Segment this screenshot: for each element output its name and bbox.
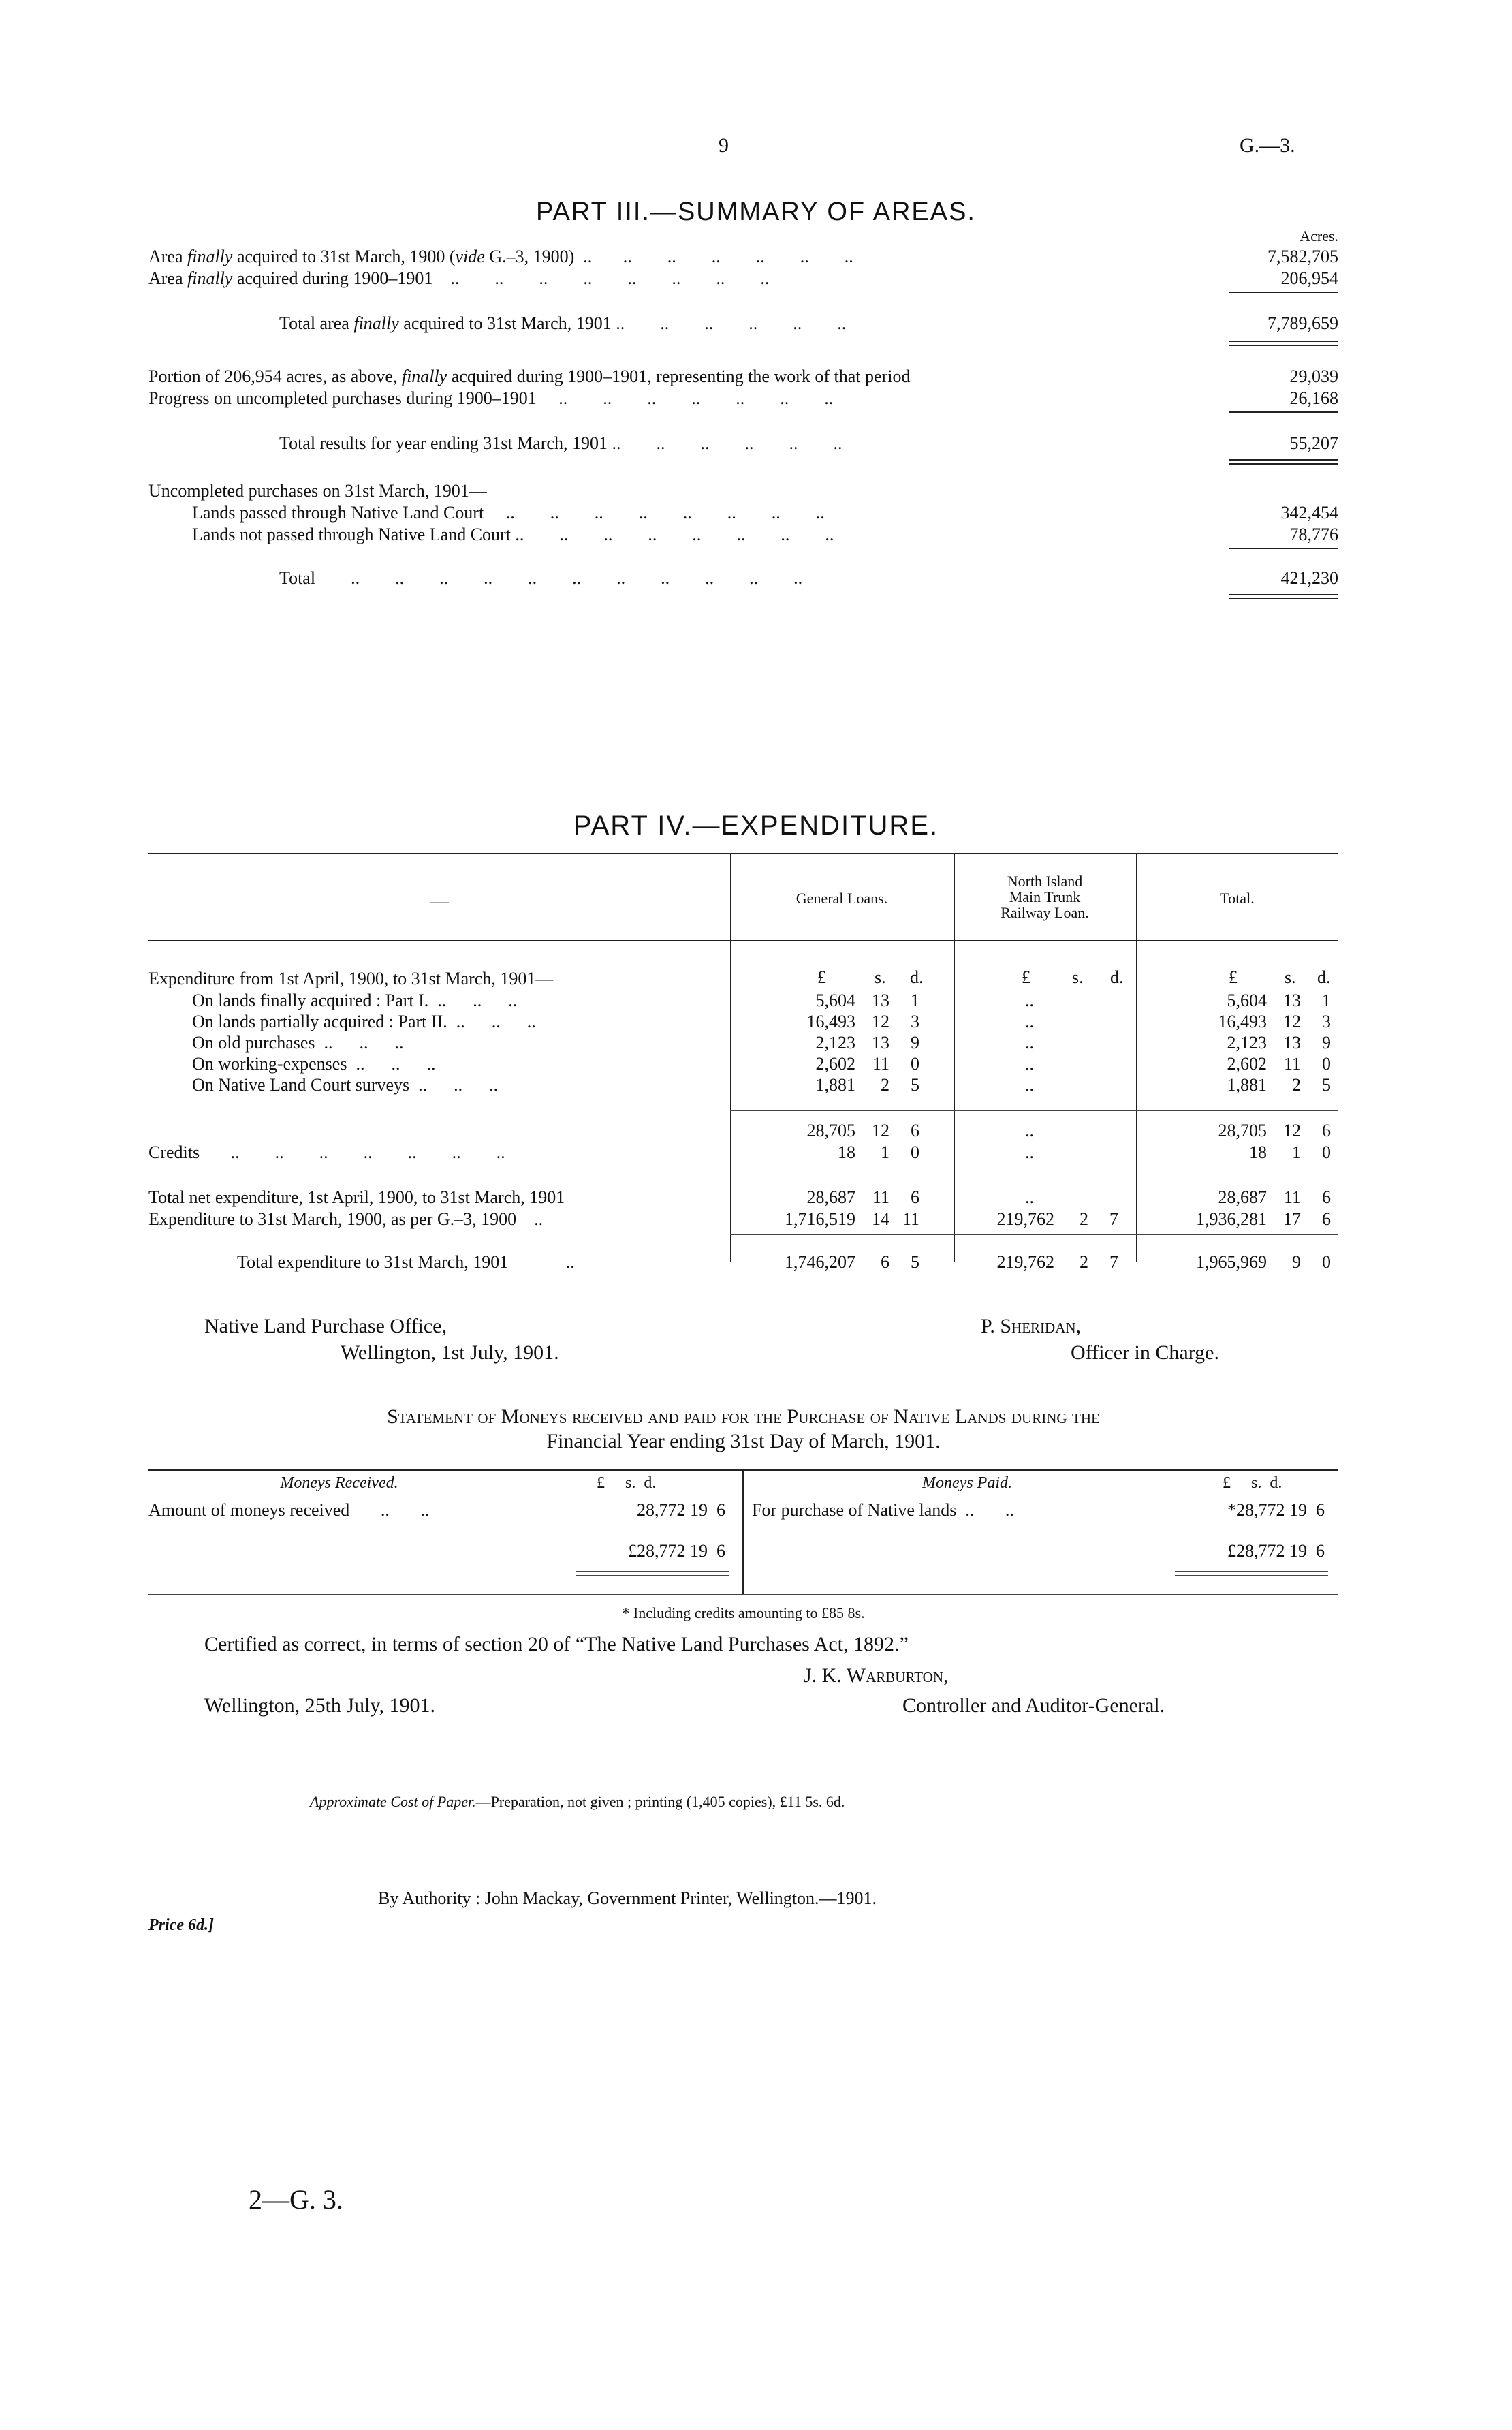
purchase-native-lands-label: For purchase of Native lands .. .. xyxy=(752,1500,1014,1520)
expenditure-row-label: On old purchases .. .. .. xyxy=(192,1033,404,1053)
row0-nimt-blank: .. xyxy=(1025,991,1034,1010)
tot-pence-head: d. xyxy=(1317,967,1331,987)
total-area-label: Total area finally acquired to 31st March, 1901 .. .. .. .. .. .. xyxy=(279,313,847,333)
net-general-pounds: 28,687 xyxy=(806,1187,855,1207)
prior-general-shillings: 14 xyxy=(872,1209,889,1229)
expenditure-row-label: On lands finally acquired : Part I. .. .. .. xyxy=(192,991,518,1010)
subtotal-general-shillings: 12 xyxy=(872,1121,889,1140)
total-results-value: 55,207 xyxy=(1289,433,1338,453)
table-rule xyxy=(954,1110,1136,1111)
grand-total-label: Total expenditure to 31st March, 1901 .. xyxy=(237,1252,575,1272)
paid-lsd-head: £ s. d. xyxy=(1223,1474,1282,1492)
net-general-shillings: 11 xyxy=(872,1187,889,1207)
prior-total-shillings: 17 xyxy=(1283,1209,1301,1229)
row0-total-shillings: 13 xyxy=(1283,991,1301,1010)
row2-general-pence: 9 xyxy=(911,1033,919,1053)
tot-shilling-head: s. xyxy=(1285,967,1296,987)
col-total-header: Total. xyxy=(1220,890,1255,907)
row4-total-pence: 5 xyxy=(1322,1075,1331,1095)
expenditure-row-label: On working-expenses .. .. .. xyxy=(192,1054,436,1074)
received-lsd-head: £ s. d. xyxy=(597,1474,657,1492)
prior-nimt-pounds: 219,762 xyxy=(996,1209,1054,1229)
row3-general-pence: 0 xyxy=(911,1054,919,1074)
lands-passed-value: 342,454 xyxy=(1280,503,1338,523)
gen-pound-head: £ xyxy=(817,967,826,987)
moneys-paid-head: Moneys Paid. xyxy=(922,1474,1012,1492)
row0-general-pounds: 5,604 xyxy=(815,991,855,1010)
row4-general-shillings: 2 xyxy=(881,1075,889,1095)
auditor-name: J. K. Warburton, xyxy=(804,1664,949,1687)
row3-general-pounds: 2,602 xyxy=(815,1054,855,1074)
portion-acquired-label: Portion of 206,954 acres, as above, finally acquired during 1900–1901, representing the work of that period xyxy=(148,367,911,386)
area-acquired-1901-value: 206,954 xyxy=(1280,268,1338,288)
auditor-title: Controller and Auditor-General. xyxy=(902,1694,1165,1717)
part3-title: PART III.—SUMMARY OF AREAS. xyxy=(536,198,976,226)
credits-total-pounds: 18 xyxy=(1249,1142,1267,1162)
prior-total-pounds: 1,936,281 xyxy=(1196,1209,1267,1229)
grand-total-pence: 0 xyxy=(1322,1252,1331,1272)
gen-shilling-head: s. xyxy=(875,967,886,987)
tot-pound-head: £ xyxy=(1229,967,1238,987)
total-results-label: Total results for year ending 31st March, 1901 .. .. .. .. .. .. xyxy=(279,433,842,453)
statement-title-2: Financial Year ending 31st Day of March, 1901. xyxy=(546,1430,941,1452)
expenditure-row-label: On lands partially acquired : Part II. .. .. .. xyxy=(192,1012,536,1031)
document-reference: G.—3. xyxy=(1240,134,1295,157)
subtotal-total-pounds: 28,705 xyxy=(1218,1121,1267,1140)
col-nimt-header-1: North Island xyxy=(1007,873,1083,890)
credits-total-shillings: 1 xyxy=(1292,1142,1301,1162)
prior-general-pence: 11 xyxy=(902,1209,919,1229)
lands-not-passed-value: 78,776 xyxy=(1289,525,1338,544)
row4-total-pounds: 1,881 xyxy=(1227,1075,1267,1095)
paid-total: £28,772 19 6 xyxy=(1227,1541,1325,1561)
subtotal-total-pence: 6 xyxy=(1322,1121,1331,1140)
net-total-shillings: 11 xyxy=(1283,1187,1301,1207)
row4-general-pounds: 1,881 xyxy=(815,1075,855,1095)
grand-general-shillings: 6 xyxy=(881,1252,889,1272)
page-number: 9 xyxy=(719,134,729,157)
grand-total-pounds: 1,965,969 xyxy=(1196,1252,1267,1272)
grand-nimt-pounds: 219,762 xyxy=(996,1252,1054,1272)
grand-nimt-pence: 7 xyxy=(1109,1252,1118,1272)
grand-nimt-shillings: 2 xyxy=(1080,1252,1088,1272)
subtotal-general-pounds: 28,705 xyxy=(806,1121,855,1140)
net-total-pence: 6 xyxy=(1322,1187,1331,1207)
footnote-credits: * Including credits amounting to £85 8s. xyxy=(622,1604,865,1621)
credits-label: Credits .. .. .. .. .. .. .. xyxy=(148,1142,505,1162)
cost-of-paper: Approximate Cost of Paper.—Preparation, not given ; printing (1,405 copies), £11 5s. 6d. xyxy=(310,1793,845,1810)
credits-nimt-blank: .. xyxy=(1025,1142,1034,1162)
nim-pound-head: £ xyxy=(1022,967,1030,987)
net-expenditure-label: Total net expenditure, 1st April, 1900, to 31st March, 1901 xyxy=(148,1187,565,1207)
row1-nimt-blank: .. xyxy=(1025,1012,1034,1031)
row0-general-pence: 1 xyxy=(911,991,919,1010)
certification-place-date: Wellington, 25th July, 1901. xyxy=(204,1694,435,1717)
progress-uncompleted-label: Progress on uncompleted purchases during 1900–1901 .. .. .. .. .. .. .. xyxy=(148,388,834,408)
credits-general-pence: 0 xyxy=(911,1142,919,1162)
uncompleted-heading: Uncompleted purchases on 31st March, 1901— xyxy=(148,481,487,501)
row1-general-pence: 3 xyxy=(911,1012,919,1031)
col-general-loans-header: General Loans. xyxy=(796,890,888,907)
row2-total-pence: 9 xyxy=(1322,1033,1331,1053)
subtotal-total-shillings: 12 xyxy=(1283,1121,1301,1140)
credits-general-shillings: 1 xyxy=(881,1142,889,1162)
row4-general-pence: 5 xyxy=(911,1075,919,1095)
net-general-pence: 6 xyxy=(911,1187,919,1207)
gen-pence-head: d. xyxy=(910,967,924,987)
received-total: £28,772 19 6 xyxy=(628,1541,725,1561)
total-uncompleted-value: 421,230 xyxy=(1280,568,1338,588)
lands-not-passed-label: Lands not passed through Native Land Court .. .. .. .. .. .. .. .. xyxy=(192,525,834,544)
authority-line: By Authority : John Mackay, Government Printer, Wellington.—1901. xyxy=(378,1888,877,1908)
office-date: Wellington, 1st July, 1901. xyxy=(341,1341,559,1364)
purchase-native-lands-value: *28,772 19 6 xyxy=(1227,1500,1325,1520)
lands-passed-label: Lands passed through Native Land Court .. .. .. .. .. .. .. .. xyxy=(192,503,825,523)
net-total-pounds: 28,687 xyxy=(1218,1187,1267,1207)
progress-uncompleted-value: 26,168 xyxy=(1289,388,1338,408)
price: Price 6d.] xyxy=(148,1916,214,1934)
total-area-value: 7,789,659 xyxy=(1267,313,1338,333)
col-nimt-header-3: Railway Loan. xyxy=(1001,904,1089,921)
row2-general-shillings: 13 xyxy=(872,1033,889,1053)
statement-title-1: Statement of Moneys received and paid for the Purchase of Native Lands during the xyxy=(387,1405,1100,1428)
credits-total-pence: 0 xyxy=(1322,1142,1331,1162)
table-rule xyxy=(1136,1234,1338,1235)
table-rule xyxy=(1136,1110,1338,1111)
col-blank-header: — xyxy=(430,891,449,912)
row1-total-pounds: 16,493 xyxy=(1218,1012,1267,1031)
row2-total-shillings: 13 xyxy=(1283,1033,1301,1053)
grand-general-pounds: 1,746,207 xyxy=(785,1252,855,1272)
table-rule xyxy=(954,1234,1136,1235)
subtotal-nimt-blank: .. xyxy=(1025,1121,1034,1140)
row1-general-pounds: 16,493 xyxy=(806,1012,855,1031)
prior-general-pounds: 1,716,519 xyxy=(785,1209,855,1229)
row4-total-shillings: 2 xyxy=(1292,1075,1301,1095)
area-acquired-1900-label: Area finally acquired to 31st March, 1900 (vide G.–3, 1900) .. .. .. .. .. .. .. xyxy=(148,247,853,266)
grand-total-shillings: 9 xyxy=(1292,1252,1301,1272)
nim-pence-head: d. xyxy=(1110,967,1124,987)
amount-received-value: 28,772 19 6 xyxy=(637,1500,725,1520)
subtotal-general-pence: 6 xyxy=(911,1121,919,1140)
net-nimt-blank: .. xyxy=(1025,1187,1034,1207)
row1-general-shillings: 12 xyxy=(872,1012,889,1031)
credits-general-pounds: 18 xyxy=(838,1142,855,1162)
expenditure-heading: Expenditure from 1st April, 1900, to 31st March, 1901— xyxy=(148,969,554,988)
expenditure-row-label: On Native Land Court surveys .. .. .. xyxy=(192,1075,499,1095)
row2-general-pounds: 2,123 xyxy=(815,1033,855,1053)
row0-general-shillings: 13 xyxy=(872,991,889,1010)
table-rule xyxy=(730,1110,954,1111)
prior-nimt-shillings: 2 xyxy=(1080,1209,1088,1229)
prior-nimt-pence: 7 xyxy=(1109,1209,1118,1229)
table-rule xyxy=(730,1234,954,1235)
row3-general-shillings: 11 xyxy=(872,1054,889,1074)
row0-total-pence: 1 xyxy=(1322,991,1331,1010)
row2-total-pounds: 2,123 xyxy=(1227,1033,1267,1053)
moneys-received-head: Moneys Received. xyxy=(280,1474,398,1492)
part4-title: PART IV.—EXPENDITURE. xyxy=(573,811,939,841)
nim-shilling-head: s. xyxy=(1072,967,1084,987)
signature-mark: 2—G. 3. xyxy=(249,2184,343,2215)
row3-total-pounds: 2,602 xyxy=(1227,1054,1267,1074)
total-uncompleted-label: Total .. .. .. .. .. .. .. .. .. .. .. xyxy=(279,568,803,588)
area-acquired-1900-value: 7,582,705 xyxy=(1267,247,1338,266)
certification-text: Certified as correct, in terms of section 20 of “The Native Land Purchases Act, 1892.” xyxy=(204,1633,909,1655)
office-name: Native Land Purchase Office, xyxy=(204,1315,447,1337)
prior-total-pence: 6 xyxy=(1322,1209,1331,1229)
row1-total-shillings: 12 xyxy=(1283,1012,1301,1031)
row0-total-pounds: 5,604 xyxy=(1227,991,1267,1010)
grand-general-pence: 5 xyxy=(911,1252,919,1272)
portion-acquired-value: 29,039 xyxy=(1289,367,1338,386)
area-acquired-1901-label: Area finally acquired during 1900–1901 .. .. .. .. .. .. .. .. xyxy=(148,268,770,288)
row2-nimt-blank: .. xyxy=(1025,1033,1034,1053)
acres-unit-header: Acres. xyxy=(1300,228,1338,245)
row3-total-pence: 0 xyxy=(1322,1054,1331,1074)
signatory-name: P. Sheridan, xyxy=(981,1315,1082,1337)
row3-total-shillings: 11 xyxy=(1283,1054,1301,1074)
row4-nimt-blank: .. xyxy=(1025,1075,1034,1095)
prior-expenditure-label: Expenditure to 31st March, 1900, as per G.–3, 1900 .. xyxy=(148,1209,544,1229)
row3-nimt-blank: .. xyxy=(1025,1054,1034,1074)
row1-total-pence: 3 xyxy=(1322,1012,1331,1031)
amount-received-label: Amount of moneys received .. .. xyxy=(148,1500,430,1520)
col-nimt-header-2: Main Trunk xyxy=(1009,888,1081,905)
signatory-title: Officer in Charge. xyxy=(1071,1341,1219,1364)
